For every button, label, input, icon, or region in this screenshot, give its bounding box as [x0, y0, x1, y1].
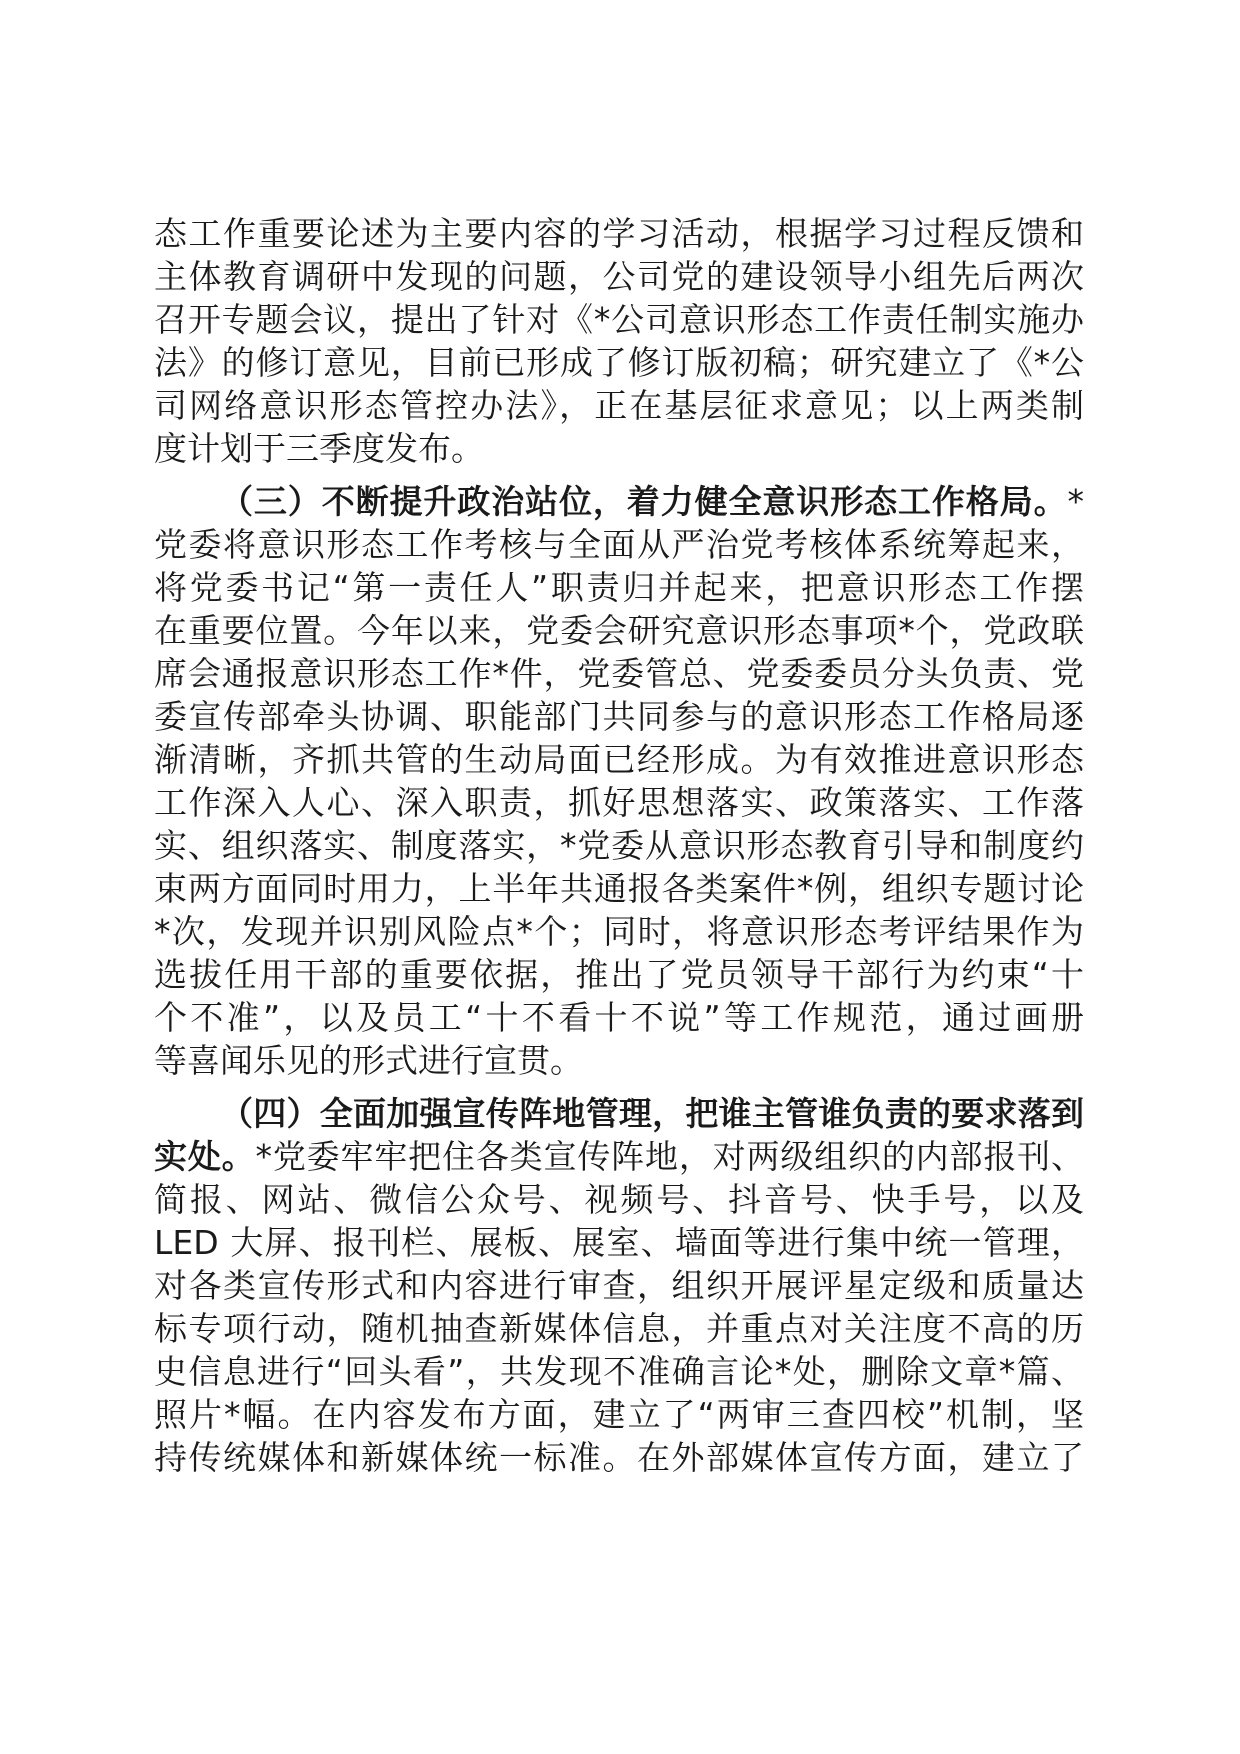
paragraph-line: 简报、网站、微信公众号、视频号、抖音号、快手号，以及 — [154, 1180, 1084, 1219]
paragraph-text: *党委牢牢把住各类宣传阵地，对两级组织的内部报刊、 — [255, 1137, 1084, 1176]
paragraph-line — [154, 1135, 1084, 1178]
section-heading-3: （三）不断提升政治站位，着力健全意识形态工作格局。 — [220, 482, 1068, 521]
paragraph-line: 党委将意识形态工作考核与全面从严治党考核体系统筹起来， — [154, 525, 1084, 564]
paragraph-line: 史信息进行“回头看”，共发现不准确言论*处，删除文章*篇、 — [154, 1352, 1084, 1391]
paragraph-line: 等喜闻乐见的形式进行宣贯。 — [154, 1041, 583, 1080]
section-heading-4: （四）全面加强宣传阵地管理，把谁主管谁负责的要求落到 — [220, 1094, 1084, 1133]
paragraph-line: 工作深入人心、深入职责，抓好思想落实、政策落实、工作落 — [154, 783, 1084, 822]
paragraph-line: 渐清晰，齐抓共管的生动局面已经形成。为有效推进意识形态 — [154, 740, 1084, 779]
paragraph-line: 在重要位置。今年以来，党委会研究意识形态事项*个，党政联 — [154, 611, 1084, 650]
paragraph-line: 席会通报意识形态工作*件，党委管总、党委委员分头负责、党 — [154, 654, 1084, 693]
paragraph-line: 实、组织落实、制度落实，*党委从意识形态教育引导和制度约 — [154, 826, 1084, 865]
paragraph-line: 态工作重要论述为主要内容的学习活动，根据学习过程反馈和 — [154, 214, 1084, 253]
paragraph-line: 召开专题会议，提出了针对《*公司意识形态工作责任制实施办 — [154, 300, 1084, 339]
paragraph-line: 标专项行动，随机抽查新媒体信息，并重点对关注度不高的历 — [154, 1309, 1084, 1348]
paragraph-line: 选拔任用干部的重要依据，推出了党员领导干部行为约束“十 — [154, 955, 1084, 994]
paragraph-first-line — [154, 480, 1084, 523]
paragraph-line: 将党委书记“第一责任人”职责归并起来，把意识形态工作摆 — [154, 568, 1084, 607]
paragraph-line: 照片*幅。在内容发布方面，建立了“两审三查四校”机制，坚 — [154, 1395, 1084, 1434]
paragraph-1 — [154, 212, 1084, 470]
paragraph-line: 主体教育调研中发现的问题，公司党的建设领导小组先后两次 — [154, 257, 1084, 296]
paragraph-text: * — [1067, 482, 1084, 521]
paragraph-line: 司网络意识形态管控办法》，正在基层征求意见；以上两类制 — [154, 386, 1084, 425]
paragraph-line: LED 大屏、报刊栏、展板、展室、墙面等进行集中统一管理， — [154, 1223, 1084, 1262]
paragraph-2 — [154, 480, 1084, 1082]
paragraph-line: 委宣传部牵头协调、职能部门共同参与的意识形态工作格局逐 — [154, 697, 1084, 736]
paragraph-first-line — [154, 1092, 1084, 1135]
paragraph-line: 持传统媒体和新媒体统一标准。在外部媒体宣传方面，建立了 — [154, 1438, 1084, 1477]
document-body — [154, 212, 1084, 1489]
paragraph-line: *次，发现并识别风险点*个；同时，将意识形态考评结果作为 — [154, 912, 1084, 951]
paragraph-line: 个不准”，以及员工“十不看十不说”等工作规范，通过画册 — [154, 998, 1084, 1037]
paragraph-line: 度计划于三季度发布。 — [154, 429, 484, 468]
section-heading-4-continued: 实处。 — [154, 1137, 256, 1176]
paragraph-line: 对各类宣传形式和内容进行审查，组织开展评星定级和质量达 — [154, 1266, 1084, 1305]
paragraph-line: 束两方面同时用力，上半年共通报各类案件*例，组织专题讨论 — [154, 869, 1084, 908]
paragraph-3 — [154, 1092, 1084, 1479]
paragraph-line: 法》的修订意见，目前已形成了修订版初稿；研究建立了《*公 — [154, 343, 1084, 382]
